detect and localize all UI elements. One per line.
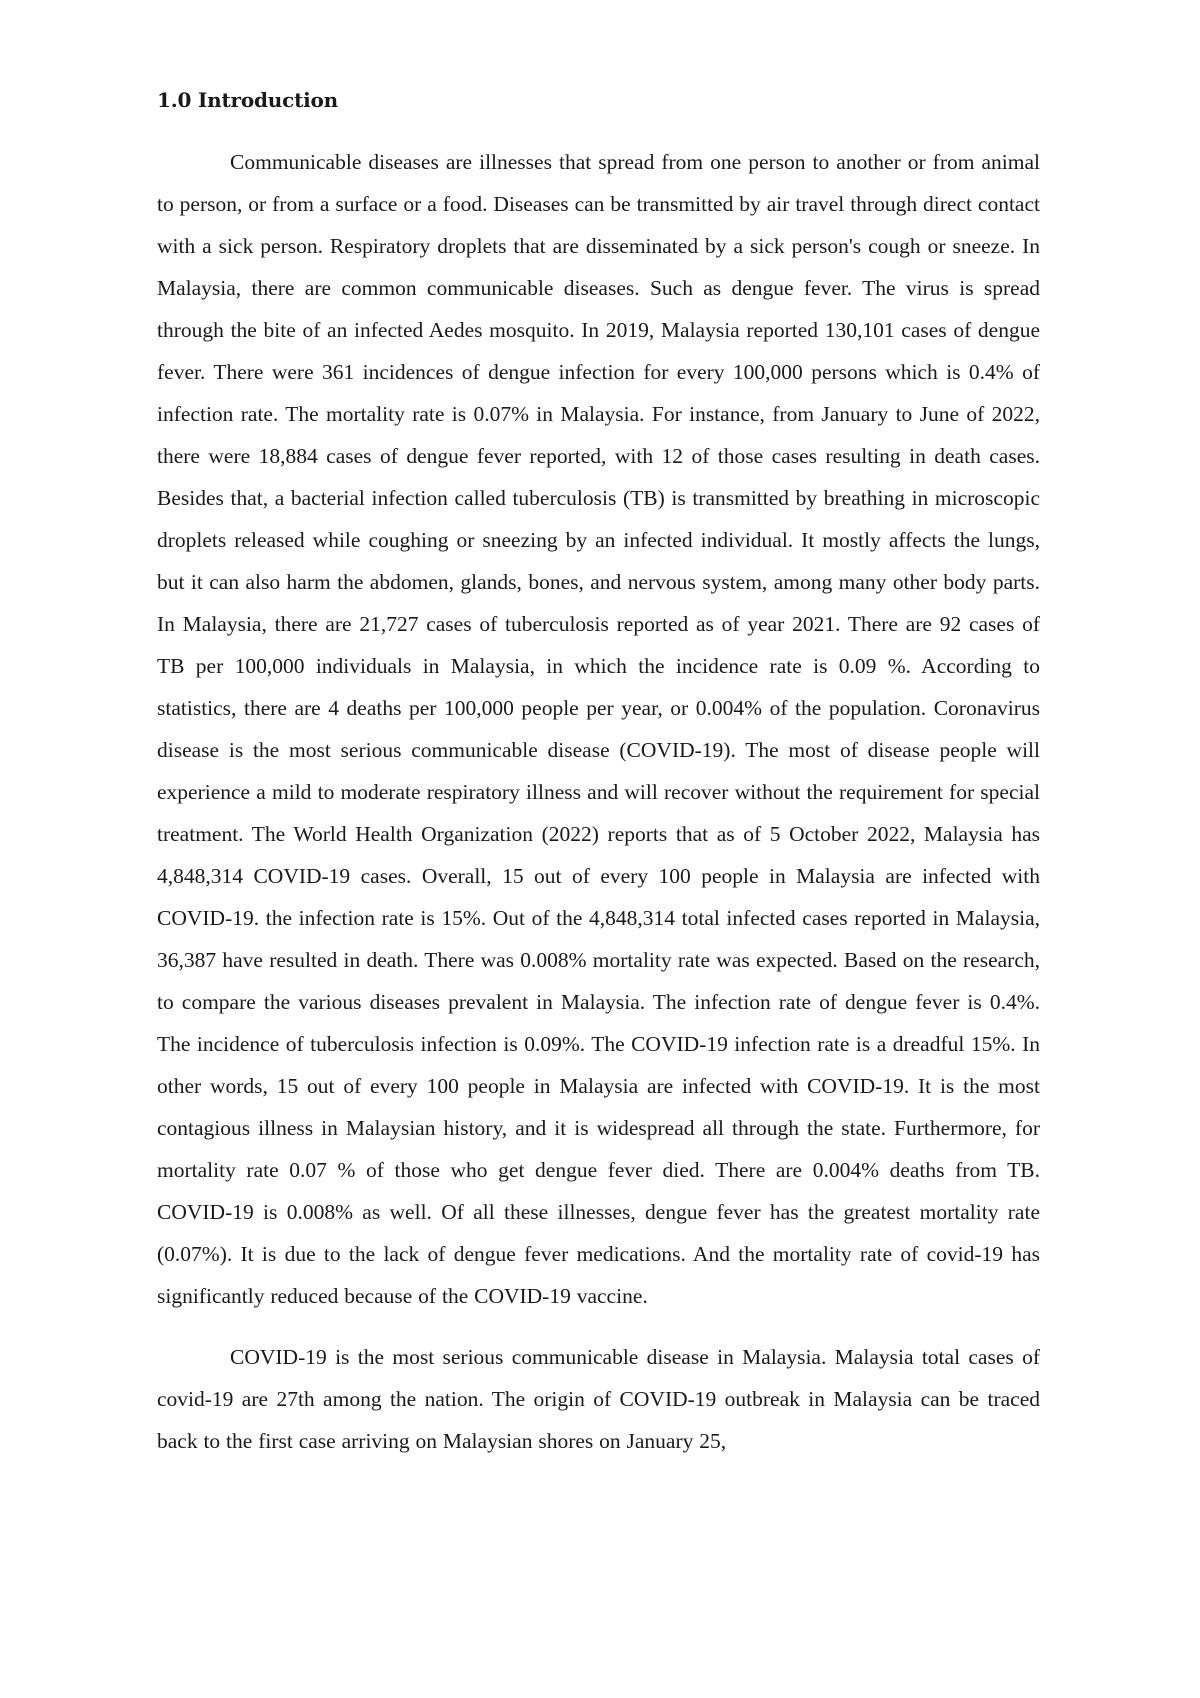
document-page xyxy=(157,86,1040,1462)
paragraph-1: Communicable diseases are illnesses that spread from one person to another or from animal to person, or from a surface or a food. Diseases can be transmitted by air travel through direct contact with a sick person. Respiratory droplets that are disseminated by a sick person's cough or sneeze. In Malaysia, there are common communicable diseases. Such as dengue fever. The virus is spread through the bite of an infected Aedes mosquito. In 2019, Malaysia reported 130,101 cases of dengue fever. There were 361 incidences of dengue infection for every 100,000 persons which is 0.4% of infection rate. The mortality rate is 0.07% in Malaysia. For instance, from January to June of 2022, there were 18,884 cases of dengue fever reported, with 12 of those cases resulting in death cases. Besides that, a bacterial infection called tuberculosis (TB) is transmitted by breathing in microscopic droplets released while coughing or sneezing by an infected individual. It mostly affects the lungs, but it can also harm the abdomen, glands, bones, and nervous system, among many other body parts. In Malaysia, there are 21,727 cases of tuberculosis reported as of year 2021. There are 92 cases of TB per 100,000 individuals in Malaysia, in which the incidence rate is 0.09 %. According to statistics, there are 4 deaths per 100,000 people per year, or 0.004% of the population. Coronavirus disease is the most serious communicable disease (COVID-19). The most of disease people will experience a mild to moderate respiratory illness and will recover without the requirement for special treatment. The World Health Organization (2022) reports that as of 5 October 2022, Malaysia has 4,848,314 COVID-19 cases. Overall, 15 out of every 100 people in Malaysia are infected with COVID-19. the infection rate is 15%. Out of the 4,848,314 total infected cases reported in Malaysia, 36,387 have resulted in death. There was 0.008% mortality rate was expected. Based on the research, to compare the various diseases prevalent in Malaysia. The infection rate of dengue fever is 0.4%. The incidence of tuberculosis infection is 0.09%. The COVID-19 infection rate is a dreadful 15%. In other words, 15 out of every 100 people in Malaysia are infected with COVID-19. It is the most contagious illness in Malaysian history, and it is widespread all through the state. Furthermore, for mortality rate 0.07 % of those who get dengue fever died. There are 0.004% deaths from TB. COVID-19 is 0.008% as well. Of all these illnesses, dengue fever has the greatest mortality rate (0.07%). It is due to the lack of dengue fever medications. And the mortality rate of covid-19 has significantly reduced because of the COVID-19 vaccine. xyxy=(157,150,1040,1308)
paragraph-2: COVID-19 is the most serious communicable disease in Malaysia. Malaysia total cases of covid-19 are 27th among the nation. The origin of COVID-19 outbreak in Malaysia can be traced back to the first case arriving on Malaysian shores on January 25, xyxy=(157,1345,1040,1453)
section-heading: 1.0 Introduction xyxy=(157,88,338,112)
